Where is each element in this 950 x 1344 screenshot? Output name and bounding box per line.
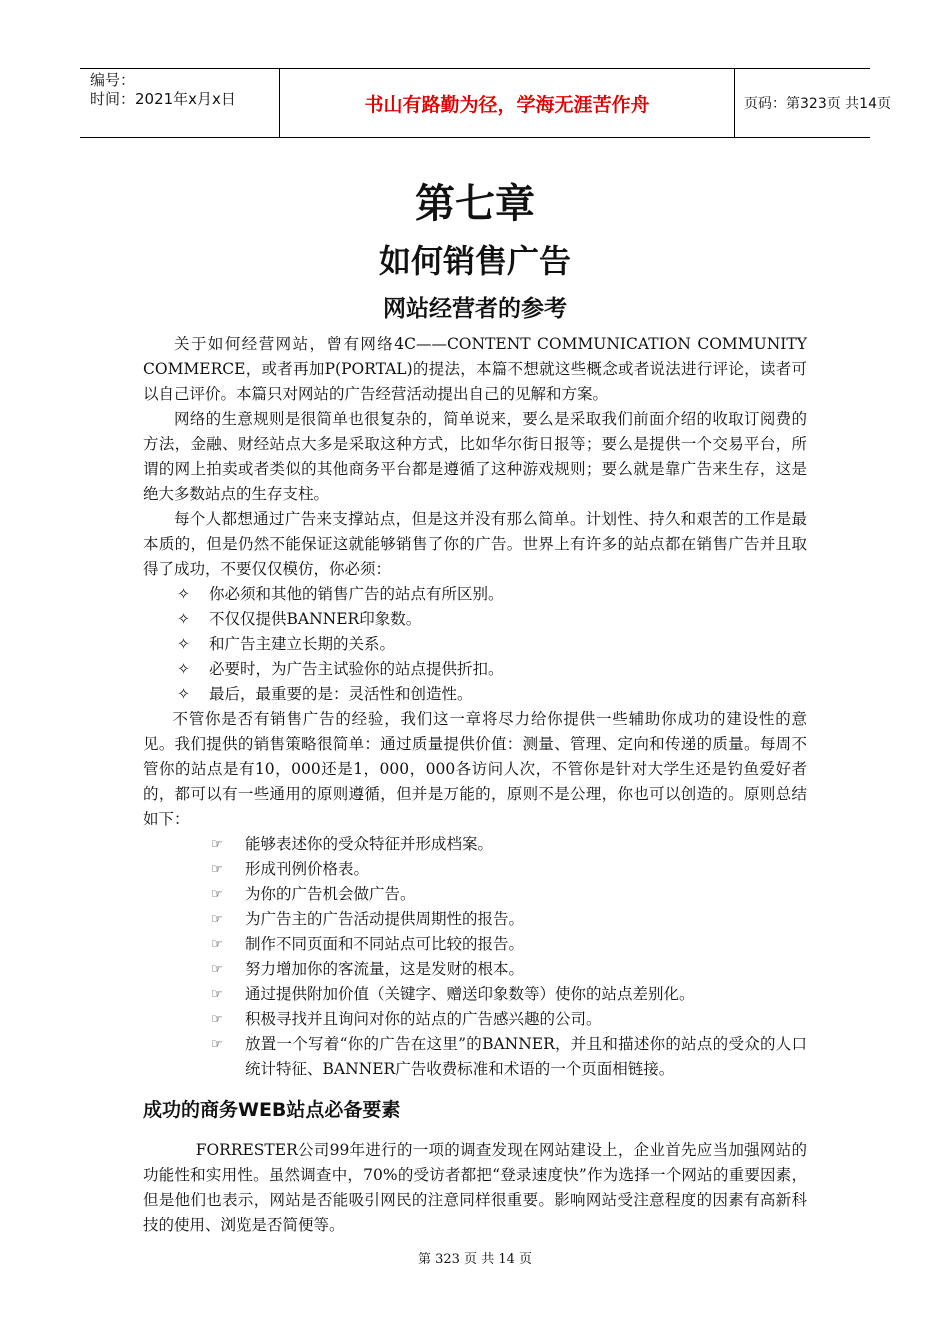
list-item: ✧ 你必须和其他的销售广告的站点有所区别。 (143, 582, 807, 607)
list-item: ☞ 为广告主的广告活动提供周期性的报告。 (143, 907, 807, 932)
diamond-bullet-icon: ✧ (177, 685, 190, 703)
pointing-hand-icon: ☞ (211, 887, 223, 902)
diamond-bullet-icon: ✧ (177, 610, 190, 628)
list-item: ☞ 制作不同页面和不同站点可比较的报告。 (143, 932, 807, 957)
diamond-bullet-icon: ✧ (177, 635, 190, 653)
page-title: 如何销售广告 (378, 242, 571, 280)
paragraph-3: 每个人都想通过广告来支撑站点，但是这并没有那么简单。计划性、持久和艰苦的工作是最本质的，但是仍然不能保证这就能够销售了你的广告。世界上有许多的站点都在销售广告并且取得了成功，不要仅仅模仿，你必须： (143, 510, 807, 578)
bullet-list-2 (143, 832, 807, 1082)
page-subtitle: 网站经营者的参考 (383, 296, 567, 322)
list-item: ☞ 通过提供附加价值（关键字、赠送印象数等）使你的站点差别化。 (143, 982, 807, 1007)
section-heading: 成功的商务WEB站点必备要素 (143, 1099, 401, 1121)
list-item: ✧ 不仅仅提供BANNER印象数。 (143, 607, 807, 632)
diamond-bullet-icon: ✧ (177, 660, 190, 678)
paragraph-2: 网络的生意规则是很简单也很复杂的，简单说来，要么是采取我们前面介绍的收取订阅费的方法，金融、财经站点大多是采取这种方式，比如华尔街日报等；要么是提供一个交易平台，所谓的网上拍卖或者类似的其他商务平台都是遵循了这种游戏规则；要么就是靠广告来生存，这是绝大多数站点的生存支柱。 (143, 410, 807, 503)
pointing-hand-icon: ☞ (211, 962, 223, 977)
paragraph-1: 关于如何经营网站，曾有网络4C——CONTENT COMMUNICATION COMMUNITY COMMERCE，或者再加P(PORTAL)的提法，本篇不想就这些概念或者说法进行评论，读者可以自己评价。本篇只对网站的广告经营活动提出自己的见解和方案。 (143, 335, 807, 403)
list-item: ☞ 为你的广告机会做广告。 (143, 882, 807, 907)
header-meta (80, 69, 280, 137)
paragraph-4: 不管你是否有销售广告的经验，我们这一章将尽力给你提供一些辅助你成功的建设性的意见。我们提供的销售策略很简单：通过质量提供价值：测量、管理、定向和传递的质量。每周不管你的站点是有10，000还是1，000，000各访问人次，不管你是针对大学生还是钓鱼爱好者的，都可以有一些通用的原则遵循，但并是万能的，原则不是公理，你也可以创造的。原则总结如下： (143, 710, 807, 828)
chapter-heading: 第七章 (415, 181, 535, 227)
pointing-hand-icon: ☞ (211, 837, 223, 852)
list-item: ☞ 能够表述你的受众特征并形成档案。 (143, 832, 807, 857)
number-label: 编号： (90, 71, 136, 89)
list-item: ✧ 最后，最重要的是：灵活性和创造性。 (143, 682, 807, 707)
header-page-info: 页码：第323页 共14页 (744, 96, 891, 112)
list-item: ✧ 和广告主建立长期的关系。 (143, 632, 807, 657)
bullet-list-1 (143, 582, 807, 707)
list-item: ☞ 努力增加你的客流量，这是发财的根本。 (143, 957, 807, 982)
list-item: ✧ 必要时，为广告主试验你的站点提供折扣。 (143, 657, 807, 682)
list-item: ☞ 放置一个写着“你的广告在这里”的BANNER，并且和描述你的站点的受众的人口统计特征、BANNER广告收费标准和术语的一个页面相链接。 (143, 1032, 807, 1082)
header-motto: 书山有路勤为径，学海无涯苦作舟 (280, 69, 735, 137)
pointing-hand-icon: ☞ (211, 1037, 223, 1052)
time-label: 时间：2021年x月x日 (90, 90, 236, 108)
header-table (80, 68, 891, 138)
document-body (143, 332, 807, 1238)
diamond-bullet-icon: ✧ (177, 585, 190, 603)
pointing-hand-icon: ☞ (211, 987, 223, 1002)
paragraph-5: FORRESTER公司99年进行的一项的调查发现在网站建设上，企业首先应当加强网站的功能性和实用性。虽然调查中，70%的受访者都把“登录速度快”作为选择一个网站的重要因素，但是他们也表示，网站是否能吸引网民的注意同样很重要。影响网站受注意程度的因素有高新科技的使用、浏览是否简便等。 (143, 1141, 807, 1234)
pointing-hand-icon: ☞ (211, 862, 223, 877)
list-item: ☞ 积极寻找并且询问对你的站点的广告感兴趣的公司。 (143, 1007, 807, 1032)
pointing-hand-icon: ☞ (211, 1012, 223, 1027)
page-footer: 第 323 页 共 14 页 (417, 1252, 533, 1267)
pointing-hand-icon: ☞ (211, 912, 223, 927)
list-item: ☞ 形成刊例价格表。 (143, 857, 807, 882)
pointing-hand-icon: ☞ (211, 937, 223, 952)
